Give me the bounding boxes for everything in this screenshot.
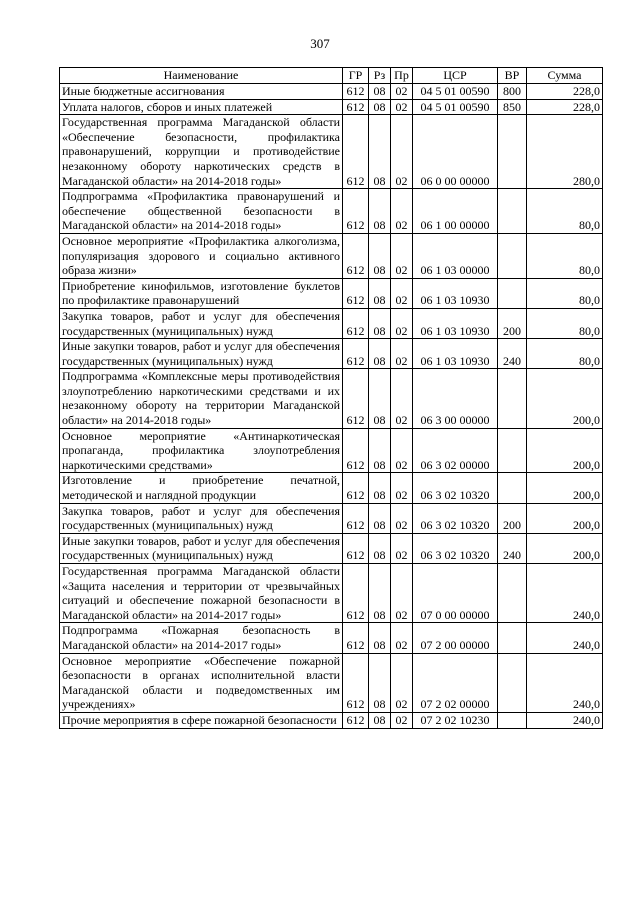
cell-sum: 240,0: [527, 564, 603, 623]
cell-csr: 06 3 00 00000: [413, 369, 498, 428]
cell-csr: 06 1 03 10930: [413, 339, 498, 369]
cell-rz: 08: [369, 369, 391, 428]
cell-name: Основное мероприятие «Антинаркотическая пропаганда, профилактика злоупотребления наркотическими средствами»: [60, 428, 343, 473]
cell-vr: 240: [498, 533, 527, 563]
cell-vr: [498, 189, 527, 234]
cell-gr: 612: [343, 233, 369, 278]
cell-vr: 200: [498, 503, 527, 533]
cell-sum: 228,0: [527, 99, 603, 115]
cell-rz: 08: [369, 339, 391, 369]
cell-name: Иные бюджетные ассигнования: [60, 84, 343, 100]
table-row: [60, 233, 603, 278]
cell-gr: 612: [343, 99, 369, 115]
table-row: [60, 115, 603, 189]
cell-name: Уплата налогов, сборов и иных платежей: [60, 99, 343, 115]
cell-csr: 06 1 00 00000: [413, 189, 498, 234]
cell-name: Государственная программа Магаданской области «Обеспечение безопасности, профилактика правонарушений, коррупции и противодействие незаконному обороту наркотических средств в Магаданской области» на 2014-2018 годы»: [60, 115, 343, 189]
cell-csr: 07 2 02 00000: [413, 653, 498, 712]
cell-csr: 04 5 01 00590: [413, 84, 498, 100]
cell-rz: 08: [369, 233, 391, 278]
table-row: [60, 189, 603, 234]
cell-gr: 612: [343, 653, 369, 712]
table-row: [60, 503, 603, 533]
cell-rz: 08: [369, 533, 391, 563]
cell-rz: 08: [369, 428, 391, 473]
table-row: [60, 99, 603, 115]
cell-pr: 02: [391, 84, 413, 100]
cell-rz: 08: [369, 473, 391, 503]
cell-gr: 612: [343, 428, 369, 473]
cell-rz: 08: [369, 189, 391, 234]
cell-vr: [498, 115, 527, 189]
table-body: [60, 84, 603, 729]
cell-name: Закупка товаров, работ и услуг для обеспечения государственных (муниципальных) нужд: [60, 308, 343, 338]
cell-csr: 06 1 03 00000: [413, 233, 498, 278]
cell-gr: 612: [343, 473, 369, 503]
table-row: [60, 369, 603, 428]
cell-sum: 200,0: [527, 473, 603, 503]
cell-gr: 612: [343, 115, 369, 189]
cell-vr: 800: [498, 84, 527, 100]
page-number: 307: [310, 36, 330, 51]
table-row: [60, 712, 603, 728]
header-gr: ГР: [343, 68, 369, 84]
cell-gr: 612: [343, 503, 369, 533]
cell-pr: 02: [391, 428, 413, 473]
cell-rz: 08: [369, 278, 391, 308]
cell-vr: 850: [498, 99, 527, 115]
cell-sum: 80,0: [527, 278, 603, 308]
table-row: [60, 84, 603, 100]
cell-name: Иные закупки товаров, работ и услуг для обеспечения государственных (муниципальных) нужд: [60, 339, 343, 369]
cell-rz: 08: [369, 712, 391, 728]
table-header: [60, 68, 603, 84]
cell-rz: 08: [369, 308, 391, 338]
cell-gr: 612: [343, 84, 369, 100]
table-row: [60, 623, 603, 653]
cell-csr: 06 3 02 10320: [413, 473, 498, 503]
cell-pr: 02: [391, 233, 413, 278]
cell-vr: 240: [498, 339, 527, 369]
table-row: [60, 428, 603, 473]
cell-gr: 612: [343, 564, 369, 623]
cell-gr: 612: [343, 369, 369, 428]
table-row: [60, 533, 603, 563]
table-row: [60, 473, 603, 503]
cell-pr: 02: [391, 473, 413, 503]
cell-rz: 08: [369, 115, 391, 189]
header-csr: ЦСР: [413, 68, 498, 84]
cell-vr: [498, 623, 527, 653]
cell-pr: 02: [391, 564, 413, 623]
cell-sum: 240,0: [527, 712, 603, 728]
cell-csr: 06 0 00 00000: [413, 115, 498, 189]
cell-sum: 200,0: [527, 369, 603, 428]
cell-csr: 07 2 00 00000: [413, 623, 498, 653]
cell-pr: 02: [391, 369, 413, 428]
cell-pr: 02: [391, 99, 413, 115]
budget-table: [59, 67, 603, 729]
cell-pr: 02: [391, 278, 413, 308]
cell-name: Подпрограмма «Пожарная безопасность в Магаданской области» на 2014-2017 годы»: [60, 623, 343, 653]
cell-csr: 06 3 02 00000: [413, 428, 498, 473]
cell-pr: 02: [391, 533, 413, 563]
table-row: [60, 564, 603, 623]
cell-sum: 228,0: [527, 84, 603, 100]
cell-gr: 612: [343, 533, 369, 563]
cell-name: Основное мероприятие «Профилактика алкоголизма, популяризация здорового и социально активного образа жизни»: [60, 233, 343, 278]
table-row: [60, 278, 603, 308]
cell-vr: 200: [498, 308, 527, 338]
cell-gr: 612: [343, 623, 369, 653]
cell-gr: 612: [343, 308, 369, 338]
cell-gr: 612: [343, 712, 369, 728]
cell-name: Подпрограмма «Профилактика правонарушений и обеспечение общественной безопасности в Магаданской области» на 2014-2018 годы»: [60, 189, 343, 234]
header-name: Наименование: [60, 68, 343, 84]
cell-csr: 04 5 01 00590: [413, 99, 498, 115]
cell-vr: [498, 369, 527, 428]
cell-rz: 08: [369, 503, 391, 533]
cell-name: Иные закупки товаров, работ и услуг для обеспечения государственных (муниципальных) нужд: [60, 533, 343, 563]
table-row: [60, 653, 603, 712]
header-pr: Пр: [391, 68, 413, 84]
cell-sum: 200,0: [527, 428, 603, 473]
table-row: [60, 339, 603, 369]
cell-sum: 80,0: [527, 233, 603, 278]
cell-vr: [498, 473, 527, 503]
cell-sum: 80,0: [527, 339, 603, 369]
cell-pr: 02: [391, 503, 413, 533]
cell-csr: 07 2 02 10230: [413, 712, 498, 728]
cell-pr: 02: [391, 623, 413, 653]
cell-pr: 02: [391, 653, 413, 712]
cell-name: Изготовление и приобретение печатной, методической и наглядной продукции: [60, 473, 343, 503]
cell-vr: [498, 233, 527, 278]
cell-csr: 06 1 03 10930: [413, 308, 498, 338]
cell-name: Приобретение кинофильмов, изготовление буклетов по профилактике правонарушений: [60, 278, 343, 308]
cell-rz: 08: [369, 84, 391, 100]
cell-vr: [498, 278, 527, 308]
cell-rz: 08: [369, 99, 391, 115]
cell-pr: 02: [391, 189, 413, 234]
header-sum: Сумма: [527, 68, 603, 84]
cell-pr: 02: [391, 115, 413, 189]
cell-pr: 02: [391, 308, 413, 338]
header-vr: ВР: [498, 68, 527, 84]
cell-csr: 06 3 02 10320: [413, 503, 498, 533]
cell-name: Прочие мероприятия в сфере пожарной безопасности: [60, 712, 343, 728]
cell-rz: 08: [369, 564, 391, 623]
cell-vr: [498, 653, 527, 712]
cell-gr: 612: [343, 278, 369, 308]
header-rz: Рз: [369, 68, 391, 84]
cell-name: Государственная программа Магаданской области «Защита населения и территории от чрезвычайных ситуаций и обеспечение пожарной безопасности в Магаданской области» на 2014-2017 годы»: [60, 564, 343, 623]
table-row: [60, 308, 603, 338]
cell-pr: 02: [391, 712, 413, 728]
cell-sum: 240,0: [527, 653, 603, 712]
cell-name: Закупка товаров, работ и услуг для обеспечения государственных (муниципальных) нужд: [60, 503, 343, 533]
cell-sum: 80,0: [527, 189, 603, 234]
cell-gr: 612: [343, 189, 369, 234]
cell-gr: 612: [343, 339, 369, 369]
cell-csr: 07 0 00 00000: [413, 564, 498, 623]
header-row: [60, 68, 603, 84]
cell-sum: 280,0: [527, 115, 603, 189]
cell-pr: 02: [391, 339, 413, 369]
cell-csr: 06 1 03 10930: [413, 278, 498, 308]
cell-name: Подпрограмма «Комплексные меры противодействия злоупотреблению наркотическими средствами и их незаконному обороту на территории Магаданской области» на 2014-2018 годы»: [60, 369, 343, 428]
cell-csr: 06 3 02 10320: [413, 533, 498, 563]
cell-sum: 200,0: [527, 503, 603, 533]
cell-vr: [498, 564, 527, 623]
cell-name: Основное мероприятие «Обеспечение пожарной безопасности в органах исполнительной власти Магаданской области и подведомственных им учреждениях»: [60, 653, 343, 712]
cell-rz: 08: [369, 623, 391, 653]
cell-vr: [498, 712, 527, 728]
cell-rz: 08: [369, 653, 391, 712]
cell-sum: 200,0: [527, 533, 603, 563]
cell-sum: 80,0: [527, 308, 603, 338]
cell-sum: 240,0: [527, 623, 603, 653]
cell-vr: [498, 428, 527, 473]
